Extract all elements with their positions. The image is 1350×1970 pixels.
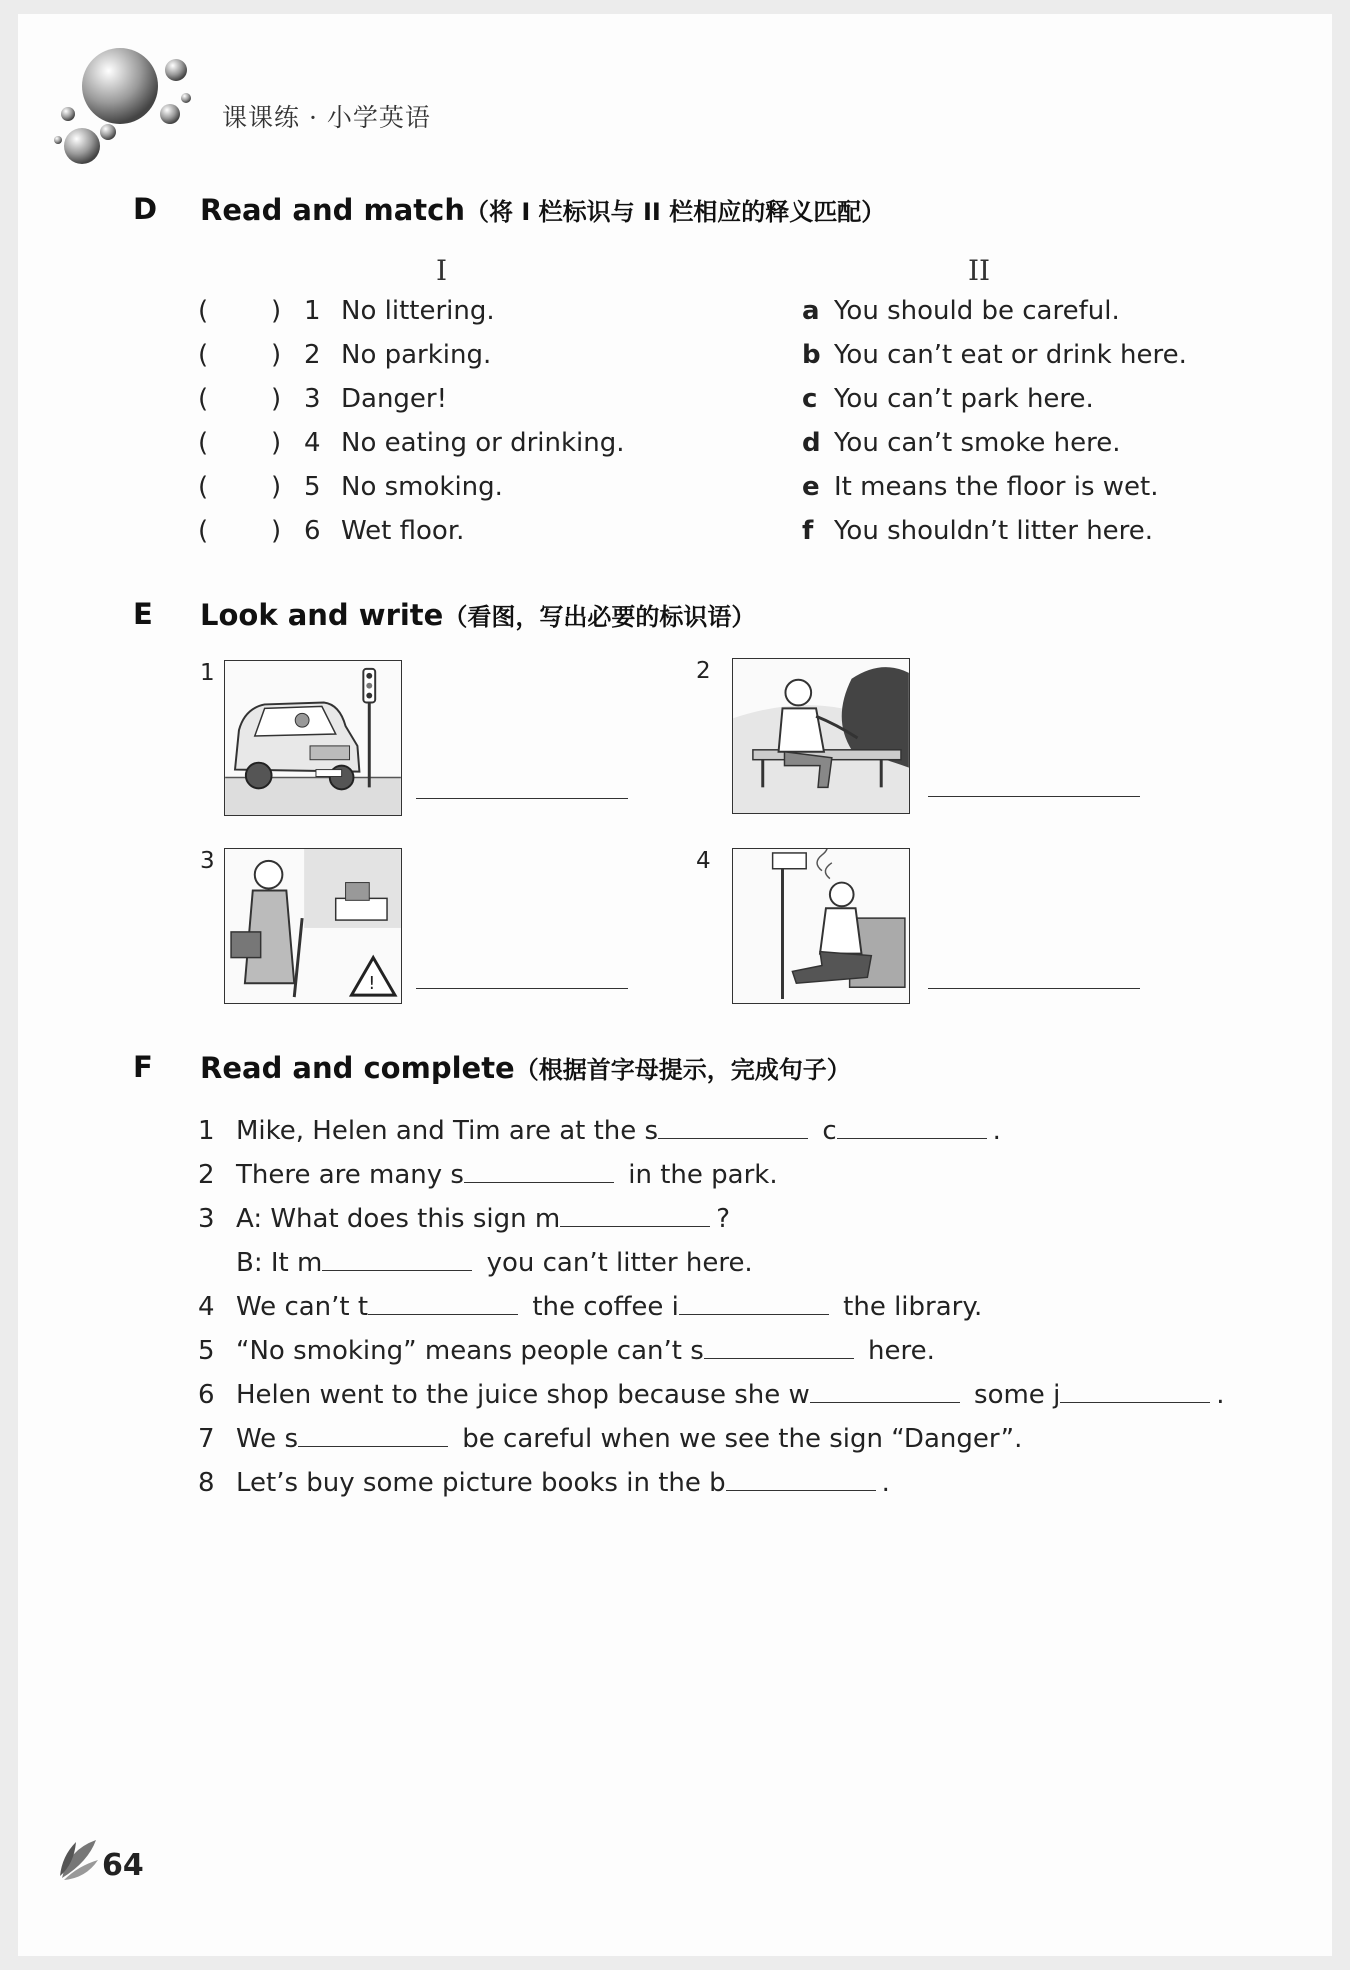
meaning-text: You can’t smoke here. bbox=[834, 428, 1121, 458]
match-answer-row bbox=[18, 340, 1318, 380]
fill-in-blank[interactable] bbox=[298, 1424, 448, 1447]
sentence-fragment: some j bbox=[965, 1380, 1061, 1410]
section-e-letter: E bbox=[133, 597, 153, 631]
answer-letter: a bbox=[802, 296, 820, 326]
answer-letter: e bbox=[802, 472, 820, 502]
fill-in-blank[interactable] bbox=[368, 1292, 518, 1315]
section-d-letter: D bbox=[133, 192, 158, 226]
answer-paren-close[interactable]: ) bbox=[271, 472, 282, 502]
page-number: 64 bbox=[102, 1848, 144, 1883]
fill-in-blank[interactable] bbox=[726, 1468, 876, 1491]
sign-text: No eating or drinking. bbox=[341, 428, 625, 458]
answer-line-2[interactable] bbox=[928, 796, 1140, 797]
section-e-instruction: （看图，写出必要的标识语） bbox=[443, 603, 756, 631]
sentence-number: 2 bbox=[198, 1160, 215, 1190]
match-answer-row bbox=[18, 472, 1318, 512]
sentence-text bbox=[236, 1380, 1225, 1410]
sentence-row bbox=[198, 1468, 1198, 1508]
sentence-row bbox=[198, 1292, 1198, 1332]
fill-in-blank[interactable] bbox=[679, 1292, 829, 1315]
item-number: 3 bbox=[304, 384, 321, 414]
meaning-text: You can’t eat or drink here. bbox=[834, 340, 1187, 370]
sign-text: No smoking. bbox=[341, 472, 503, 502]
picture-man-smoking bbox=[732, 848, 910, 1004]
section-d-title bbox=[200, 192, 885, 227]
sentence-fragment: We can’t t bbox=[236, 1292, 369, 1322]
section-d-instruction: （将 I 栏标识与 II 栏相应的释义匹配） bbox=[464, 198, 886, 226]
sentence-text bbox=[236, 1336, 935, 1366]
section-e-title-text: Look and write bbox=[200, 598, 444, 632]
sentence-text bbox=[236, 1468, 890, 1498]
sentence-text bbox=[236, 1204, 730, 1234]
item-number: 1 bbox=[304, 296, 321, 326]
sentence-row bbox=[198, 1160, 1198, 1200]
section-e-title bbox=[200, 597, 755, 632]
fill-in-blank[interactable] bbox=[560, 1204, 710, 1227]
sentence-fragment: in the park. bbox=[619, 1160, 778, 1190]
answer-paren-close[interactable]: ) bbox=[271, 384, 282, 414]
sentence-fragment: c bbox=[814, 1116, 837, 1146]
sentence-fragment: “No smoking” means people can’t s bbox=[236, 1336, 704, 1366]
sentence-fragment: B: It m bbox=[236, 1248, 323, 1278]
sentence-fragment: be careful when we see the sign “Danger”. bbox=[454, 1424, 1023, 1454]
sign-text: Danger! bbox=[341, 384, 448, 414]
answer-letter: f bbox=[802, 516, 814, 546]
section-f-title bbox=[200, 1050, 851, 1085]
sentence-fragment: here. bbox=[859, 1336, 935, 1366]
sentence-fragment: There are many s bbox=[236, 1160, 464, 1190]
sentence-number: 1 bbox=[198, 1116, 215, 1146]
fill-in-blank[interactable] bbox=[464, 1160, 614, 1183]
picture-wet-floor bbox=[224, 848, 402, 1004]
sentence-text bbox=[236, 1160, 778, 1190]
answer-line-1[interactable] bbox=[416, 798, 628, 799]
picture-man-eating bbox=[732, 658, 910, 814]
sentence-row bbox=[198, 1336, 1198, 1376]
match-answer-row bbox=[18, 516, 1318, 556]
sentence-number: 5 bbox=[198, 1336, 215, 1366]
sentence-number: 7 bbox=[198, 1424, 215, 1454]
answer-paren-open[interactable]: ( bbox=[198, 340, 209, 370]
svg-text:!: ! bbox=[368, 974, 376, 995]
sign-text: No littering. bbox=[341, 296, 495, 326]
section-f-letter: F bbox=[133, 1050, 153, 1084]
item-number: 5 bbox=[304, 472, 321, 502]
column-i-heading: I bbox=[436, 254, 448, 287]
meaning-text: You shouldn’t litter here. bbox=[834, 516, 1154, 546]
match-answer-row bbox=[18, 428, 1318, 468]
answer-paren-open[interactable]: ( bbox=[198, 384, 209, 414]
item-number: 4 bbox=[304, 428, 321, 458]
answer-paren-open[interactable]: ( bbox=[198, 516, 209, 546]
sentence-number: 4 bbox=[198, 1292, 215, 1322]
fill-in-blank[interactable] bbox=[658, 1116, 808, 1139]
sentence-fragment: Helen went to the juice shop because she w bbox=[236, 1380, 810, 1410]
book-title: 课课练 · 小学英语 bbox=[222, 103, 431, 132]
picture-3-number: 3 bbox=[200, 848, 215, 874]
section-d-title-text: Read and match bbox=[200, 193, 465, 227]
sentence-row bbox=[198, 1248, 1198, 1288]
sentence-fragment: the coffee i bbox=[524, 1292, 679, 1322]
answer-paren-close[interactable]: ) bbox=[271, 340, 282, 370]
sentence-row bbox=[198, 1424, 1198, 1464]
answer-line-3[interactable] bbox=[416, 988, 628, 989]
sentence-fragment: . bbox=[992, 1116, 1001, 1146]
meaning-text: It means the floor is wet. bbox=[834, 472, 1159, 502]
sentence-fragment: the library. bbox=[834, 1292, 983, 1322]
sentence-fragment: A: What does this sign m bbox=[236, 1204, 561, 1234]
sentence-row bbox=[198, 1380, 1225, 1420]
answer-paren-close[interactable]: ) bbox=[271, 296, 282, 326]
worksheet-page bbox=[18, 14, 1332, 1956]
answer-paren-open[interactable]: ( bbox=[198, 296, 209, 326]
fill-in-blank[interactable] bbox=[704, 1336, 854, 1359]
answer-letter: b bbox=[802, 340, 821, 370]
sentence-fragment: ? bbox=[716, 1204, 731, 1234]
sentence-row bbox=[198, 1116, 1198, 1156]
fill-in-blank[interactable] bbox=[837, 1116, 987, 1139]
item-number: 2 bbox=[304, 340, 321, 370]
sentence-text bbox=[236, 1292, 982, 1322]
picture-4-number: 4 bbox=[696, 848, 711, 874]
match-answer-row bbox=[18, 384, 1318, 424]
sentence-fragment: Mike, Helen and Tim are at the s bbox=[236, 1116, 659, 1146]
column-ii-heading: II bbox=[968, 254, 991, 287]
sentence-text bbox=[236, 1424, 1022, 1454]
sentence-text bbox=[236, 1248, 753, 1278]
answer-paren-open[interactable]: ( bbox=[198, 472, 209, 502]
sentence-fragment: We s bbox=[236, 1424, 298, 1454]
answer-letter: c bbox=[802, 384, 818, 414]
sentence-fragment: Let’s buy some picture books in the b bbox=[236, 1468, 726, 1498]
answer-paren-open[interactable]: ( bbox=[198, 428, 209, 458]
sign-text: No parking. bbox=[341, 340, 492, 370]
sentence-number: 3 bbox=[198, 1204, 215, 1234]
sentence-row bbox=[198, 1204, 1198, 1244]
sentence-text bbox=[236, 1116, 1001, 1146]
bubbles-decoration bbox=[38, 44, 198, 184]
meaning-text: You should be careful. bbox=[834, 296, 1120, 326]
sign-text: Wet floor. bbox=[341, 516, 465, 546]
fill-in-blank[interactable] bbox=[322, 1248, 472, 1271]
section-f-title-text: Read and complete bbox=[200, 1051, 515, 1085]
answer-paren-close[interactable]: ) bbox=[271, 428, 282, 458]
answer-paren-close[interactable]: ) bbox=[271, 516, 282, 546]
sentence-fragment: . bbox=[1216, 1380, 1225, 1410]
picture-car-parked bbox=[224, 660, 402, 816]
fill-in-blank[interactable] bbox=[1060, 1380, 1210, 1403]
match-answer-row bbox=[18, 296, 1318, 336]
picture-1-number: 1 bbox=[200, 660, 215, 686]
answer-line-4[interactable] bbox=[928, 988, 1140, 989]
sentence-number: 8 bbox=[198, 1468, 215, 1498]
sentence-fragment: you can’t litter here. bbox=[478, 1248, 753, 1278]
leaf-icon bbox=[58, 1836, 102, 1882]
meaning-text: You can’t park here. bbox=[834, 384, 1094, 414]
item-number: 6 bbox=[304, 516, 321, 546]
fill-in-blank[interactable] bbox=[810, 1380, 960, 1403]
sentence-fragment: . bbox=[881, 1468, 890, 1498]
section-f-instruction: （根据首字母提示，完成句子） bbox=[514, 1056, 851, 1084]
answer-letter: d bbox=[802, 428, 821, 458]
sentence-number: 6 bbox=[198, 1380, 215, 1410]
picture-2-number: 2 bbox=[696, 658, 711, 684]
